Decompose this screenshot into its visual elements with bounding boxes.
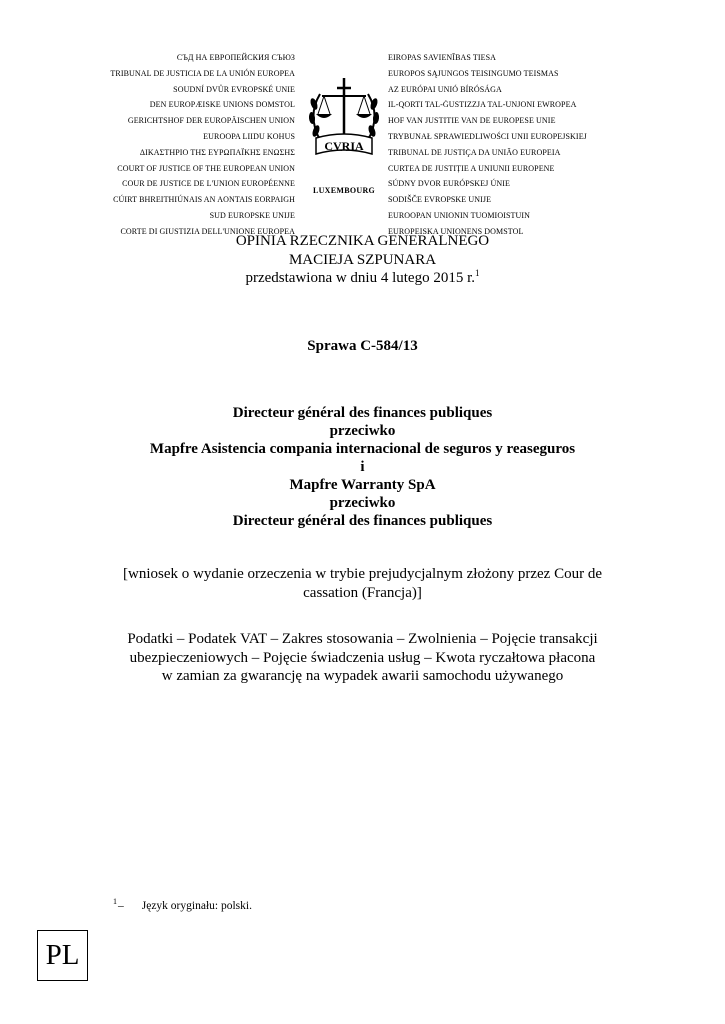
keywords-line: w zamian za gwarancję na wypadek awarii samochodu używanego xyxy=(161,668,564,684)
court-scales-emblem-icon xyxy=(298,74,390,174)
footnote-dash: – xyxy=(118,899,124,912)
footnote-text: Język oryginału: polski. xyxy=(141,899,252,912)
court-name: ΔΙΚΑΣΤΗΡΙΟ ΤΗΣ ΕΥΡΩΠΑΪΚΗΣ ΕΝΩΣΗΣ xyxy=(139,147,295,157)
court-name: EUROPEISKA UNIONENS DOMSTOL xyxy=(388,226,524,236)
court-name: EUROOPA LIIDU KOHUS xyxy=(203,131,295,141)
svg-text:CVRIA: CVRIA xyxy=(324,139,364,153)
court-name: TRIBUNAL DE JUSTIÇA DA UNIÃO EUROPEIA xyxy=(388,147,561,157)
court-name: EIROPAS SAVIENĪBAS TIESA xyxy=(388,53,497,62)
party-line: Mapfre Warranty SpA xyxy=(289,477,436,493)
footnote xyxy=(113,897,252,912)
delivery-date-line xyxy=(60,269,665,288)
delivery-date: przedstawiona w dniu 4 lutego 2015 r. xyxy=(245,270,476,286)
advocate-general-name: MACIEJA SZPUNARA xyxy=(288,251,437,268)
footnote-reference: 1 xyxy=(475,268,480,278)
court-name: COUR DE JUSTICE DE L'UNION EUROPÉENNE xyxy=(122,179,295,189)
keywords-block xyxy=(100,630,625,686)
court-name: СЪД НА ЕВРОПЕЙСКИЯ СЪЮЗ xyxy=(176,53,295,62)
court-names-left xyxy=(80,50,295,240)
court-name: SUD EUROPSKE UNIJE xyxy=(209,210,295,220)
language-code: PL xyxy=(45,939,80,971)
court-name: SÚDNY DVOR EURÓPSKEJ ÚNIE xyxy=(388,179,510,189)
court-name: CÚIRT BHREITHIÚNAIS AN AONTAIS EORPAIGH xyxy=(113,195,295,205)
court-name: AZ EURÓPAI UNIÓ BÍRÓSÁGA xyxy=(388,84,502,94)
court-name: SODIŠČE EVROPSKE UNIJE xyxy=(388,195,492,205)
keywords-line: Podatki – Podatek VAT – Zakres stosowania – Zwolnienia – Pojęcie transakcji xyxy=(127,631,598,647)
court-names-right xyxy=(388,50,648,240)
court-name: COURT OF JUSTICE OF THE EUROPEAN UNION xyxy=(117,163,295,173)
request-line: [wniosek o wydanie orzeczenia w trybie prejudycjalnym złożony przez Cour de xyxy=(123,566,602,582)
court-name: HOF VAN JUSTITIE VAN DE EUROPESE UNIE xyxy=(388,116,556,126)
emblem-place: LUXEMBOURG xyxy=(312,186,376,195)
court-name: CORTE DI GIUSTIZIA DELL'UNIONE EUROPEA xyxy=(120,226,295,236)
party-line: i xyxy=(360,459,365,475)
court-name: SOUDNÍ DVŮR EVROPSKÉ UNIE xyxy=(173,84,295,94)
court-name: TRIBUNAL DE JUSTICIA DE LA UNIÓN EUROPEA xyxy=(110,68,295,78)
court-name: CURTEA DE JUSTIȚIE A UNIUNII EUROPENE xyxy=(388,163,555,173)
footnote-mark: 1 xyxy=(113,897,117,906)
party-line: Directeur général des finances publiques xyxy=(232,513,493,529)
court-name: TRYBUNAŁ SPRAWIEDLIWOŚCI UNII EUROPEJSKIEJ xyxy=(388,131,587,141)
party-line: przeciwko xyxy=(329,423,396,439)
opinion-heading xyxy=(60,232,665,288)
language-code-box xyxy=(37,930,88,981)
request-line: cassation (Francja)] xyxy=(303,584,422,601)
court-name: GERICHTSHOF DER EUROPÄISCHEN UNION xyxy=(127,116,295,126)
opinion-title: OPINIA RZECZNIKA GENERALNEGO xyxy=(235,233,490,249)
court-name: DEN EUROPÆISKE UNIONS DOMSTOL xyxy=(149,100,295,110)
party-line: przeciwko xyxy=(329,495,396,511)
party-line: Directeur général des finances publiques xyxy=(232,405,493,421)
court-name: EUROPOS SĄJUNGOS TEISINGUMO TEISMAS xyxy=(388,68,559,78)
party-line: Mapfre Asistencia compania internacional de seguros y reaseguros xyxy=(149,441,576,457)
parties-block xyxy=(60,404,665,530)
preliminary-reference-note xyxy=(100,565,625,602)
case-number: Sprawa C-584/13 xyxy=(307,338,418,354)
keywords-line: ubezpieczeniowych – Pojęcie świadczenia usług – Kwota ryczałtowa płacona xyxy=(129,649,596,666)
court-name: IL-QORTI TAL-ĠUSTIZZJA TAL-UNJONI EWROPEA xyxy=(388,100,577,110)
court-name: EUROOPAN UNIONIN TUOMIOISTUIN xyxy=(388,210,531,220)
